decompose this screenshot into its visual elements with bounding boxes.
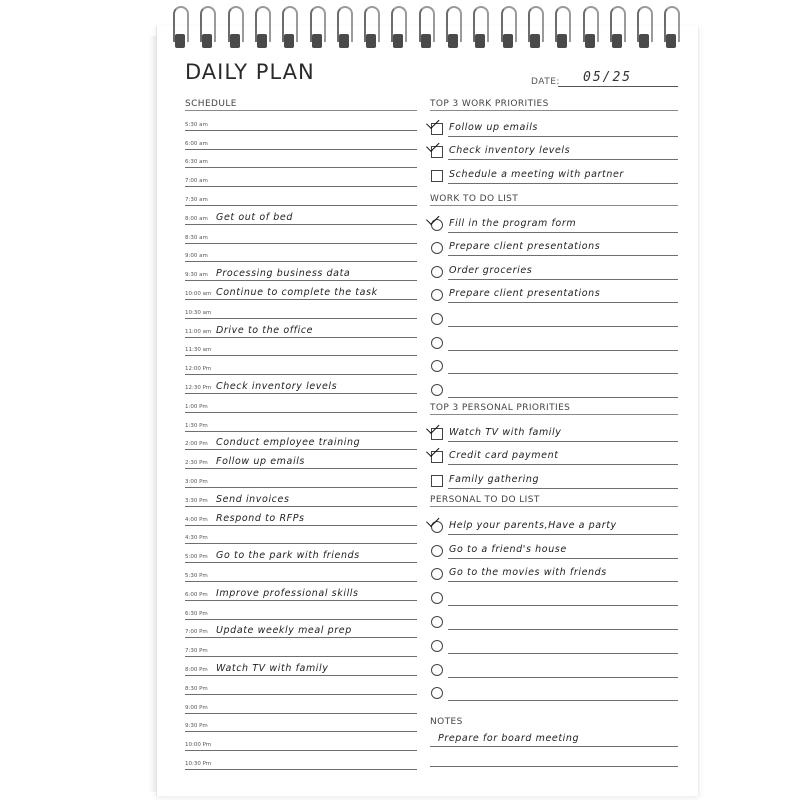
radio-circle[interactable]: [431, 289, 443, 301]
schedule-time: 8:00 Pm: [185, 666, 208, 673]
schedule-row[interactable]: [185, 167, 417, 187]
checklist-item-text[interactable]: Check inventory levels: [449, 145, 571, 156]
checklist-item-text[interactable]: Credit card payment: [449, 450, 559, 461]
spiral-ring: [580, 4, 600, 52]
radio-circle[interactable]: [431, 545, 443, 557]
schedule-row[interactable]: [185, 675, 417, 695]
schedule-row[interactable]: [185, 374, 417, 394]
ring-hole: [639, 34, 649, 48]
schedule-time: 12:30 Pm: [185, 384, 212, 391]
checklist-item[interactable]: [430, 535, 678, 559]
schedule-row[interactable]: [185, 337, 417, 357]
radio-circle[interactable]: [431, 337, 443, 349]
notes-line[interactable]: [430, 747, 678, 767]
spiral-ring: [388, 4, 408, 52]
checklist-item-text[interactable]: Follow up emails: [449, 121, 538, 133]
checklist-item[interactable]: [430, 351, 678, 375]
radio-circle[interactable]: [431, 384, 443, 396]
schedule-time: 1:30 Pm: [185, 422, 208, 429]
checklist-item[interactable]: [430, 374, 678, 398]
schedule-task[interactable]: Processing business data: [216, 268, 351, 280]
schedule-time: 12:00 Pm: [185, 366, 212, 373]
checklist-item-text[interactable]: Family gathering: [449, 473, 540, 485]
checklist-item[interactable]: [430, 678, 678, 702]
schedule-row[interactable]: [185, 111, 417, 131]
schedule-row[interactable]: [185, 243, 417, 263]
schedule-time: 11:00 am: [185, 328, 212, 335]
checklist-item[interactable]: [430, 511, 678, 535]
schedule-time: 3:30 Pm: [185, 497, 208, 504]
checklist-item-text[interactable]: Order groceries: [449, 264, 533, 276]
ring-hole: [257, 34, 267, 48]
date-label: DATE:: [531, 77, 560, 87]
checklist-item[interactable]: [430, 630, 678, 654]
ring-hole: [475, 34, 485, 48]
spiral-ring: [525, 4, 545, 52]
schedule-time: 9:00 Pm: [185, 704, 208, 711]
schedule-time: 10:30 Pm: [185, 760, 212, 767]
schedule-row[interactable]: [185, 449, 417, 469]
schedule-time: 5:30 am: [185, 121, 208, 128]
checklist-item-text[interactable]: Schedule a meeting with partner: [449, 168, 624, 180]
checklist-item-text[interactable]: Prepare client presentations: [449, 288, 601, 300]
schedule-heading: SCHEDULE: [185, 99, 237, 109]
schedule-time: 2:00 Pm: [185, 441, 208, 448]
schedule-task[interactable]: Continue to complete the task: [216, 286, 378, 298]
schedule-row[interactable]: [185, 224, 417, 244]
schedule-time: 5:30 Pm: [185, 572, 208, 579]
schedule-time: 10:30 am: [185, 309, 212, 316]
spiral-ring: [443, 4, 463, 52]
schedule-time: 6:30 Pm: [185, 610, 208, 617]
spiral-ring: [416, 4, 436, 52]
schedule-task[interactable]: Update weekly meal prep: [216, 625, 352, 637]
personal-priorities-heading-rule: [430, 414, 678, 415]
item-underline: [448, 397, 678, 398]
ring-hole: [202, 34, 212, 48]
spiral-ring: [498, 4, 518, 52]
work-priorities-heading: TOP 3 WORK PRIORITIES: [430, 99, 549, 109]
checklist-item[interactable]: [430, 327, 678, 351]
checklist-item[interactable]: [430, 465, 678, 489]
checklist-item[interactable]: [430, 582, 678, 606]
checklist-item[interactable]: [430, 113, 678, 137]
item-underline: [448, 700, 678, 701]
work-todo-heading: WORK TO DO LIST: [430, 194, 519, 204]
schedule-time: 8:00 am: [185, 215, 208, 222]
schedule-task[interactable]: Get out of bed: [216, 211, 294, 223]
schedule-row[interactable]: [185, 205, 417, 225]
checkbox[interactable]: [431, 475, 443, 487]
schedule-time: 7:30 Pm: [185, 648, 208, 655]
spiral-ring: [661, 4, 681, 52]
ring-hole: [448, 34, 458, 48]
schedule-task[interactable]: Improve professional skills: [216, 587, 359, 599]
spiral-ring: [334, 4, 354, 52]
schedule-time: 10:00 Pm: [185, 742, 212, 749]
schedule-row[interactable]: [185, 750, 417, 770]
schedule-time: 11:30 am: [185, 347, 212, 354]
schedule-time: 8:30 Pm: [185, 685, 208, 692]
checklist-item-text[interactable]: Go to a friend's house: [449, 543, 567, 555]
radio-circle[interactable]: [431, 242, 443, 254]
ring-hole: [421, 34, 431, 48]
radio-circle[interactable]: [431, 313, 443, 325]
schedule-time: 9:00 am: [185, 253, 208, 260]
schedule-task[interactable]: Respond to RFPs: [216, 512, 305, 524]
schedule-time: 1:00 Pm: [185, 403, 208, 410]
ring-hole: [666, 34, 676, 48]
schedule-task[interactable]: Go to the park with friends: [216, 550, 360, 562]
spiral-binding: [170, 4, 690, 52]
radio-circle[interactable]: [431, 592, 443, 604]
work-priorities-heading-rule: [430, 110, 678, 111]
schedule-time: 4:00 Pm: [185, 516, 208, 523]
schedule-time: 7:00 am: [185, 178, 208, 185]
schedule-time: 10:00 am: [185, 290, 212, 297]
checklist-item-text[interactable]: Fill in the program form: [449, 217, 577, 229]
schedule-row[interactable]: [185, 581, 417, 601]
radio-circle[interactable]: [431, 616, 443, 628]
spiral-ring: [361, 4, 381, 52]
schedule-row[interactable]: [185, 637, 417, 657]
ring-hole: [393, 34, 403, 48]
spiral-ring: [552, 4, 572, 52]
schedule-row[interactable]: [185, 619, 417, 639]
schedule-time: 6:00 am: [185, 140, 208, 147]
checklist-item[interactable]: [430, 280, 678, 304]
date-line: [558, 86, 678, 87]
spiral-ring: [279, 4, 299, 52]
checklist-item[interactable]: [430, 559, 678, 583]
radio-circle[interactable]: [431, 360, 443, 372]
radio-circle[interactable]: [431, 266, 443, 278]
spiral-ring: [197, 4, 217, 52]
checklist-item[interactable]: [430, 160, 678, 184]
checklist-item-text[interactable]: Go to the movies with friends: [449, 567, 607, 579]
schedule-row[interactable]: [185, 600, 417, 620]
schedule-time: 8:30 am: [185, 234, 208, 241]
checklist-item[interactable]: [430, 654, 678, 678]
schedule-time: 6:00 Pm: [185, 591, 208, 598]
schedule-row[interactable]: [185, 543, 417, 563]
ring-hole: [585, 34, 595, 48]
schedule-row[interactable]: [185, 412, 417, 432]
notes-line[interactable]: [430, 727, 678, 747]
schedule-row[interactable]: [185, 318, 417, 338]
schedule-task[interactable]: Drive to the office: [216, 324, 314, 336]
spiral-ring: [225, 4, 245, 52]
schedule-row[interactable]: [185, 525, 417, 545]
radio-circle[interactable]: [431, 687, 443, 699]
checklist-item[interactable]: [430, 606, 678, 630]
checklist-item[interactable]: [430, 303, 678, 327]
notes-heading: NOTES: [430, 717, 463, 727]
ring-hole: [284, 34, 294, 48]
spiral-ring: [470, 4, 490, 52]
schedule-time: 9:30 am: [185, 272, 208, 279]
checklist-item[interactable]: [430, 233, 678, 257]
schedule-row[interactable]: [185, 130, 417, 150]
ring-hole: [530, 34, 540, 48]
schedule-time: 6:30 am: [185, 159, 208, 166]
work-todo-heading-rule: [430, 205, 678, 206]
item-underline: [448, 488, 678, 489]
schedule-row[interactable]: [185, 506, 417, 526]
schedule-row[interactable]: [185, 713, 417, 733]
ring-hole: [557, 34, 567, 48]
checklist-item-text[interactable]: Prepare client presentations: [449, 241, 601, 253]
checklist-item[interactable]: [430, 418, 678, 442]
date-value[interactable]: 05/25: [583, 70, 633, 85]
spiral-ring: [607, 4, 627, 52]
spiral-ring: [634, 4, 654, 52]
schedule-row[interactable]: [185, 261, 417, 281]
spiral-ring: [252, 4, 272, 52]
checklist-item[interactable]: [430, 209, 678, 233]
ring-hole: [366, 34, 376, 48]
personal-todo-heading: PERSONAL TO DO LIST: [430, 495, 540, 505]
schedule-time: 7:00 Pm: [185, 629, 208, 636]
schedule-row[interactable]: [185, 694, 417, 714]
ring-hole: [175, 34, 185, 48]
schedule-row[interactable]: [185, 656, 417, 676]
ring-hole: [503, 34, 513, 48]
personal-priorities-heading: TOP 3 PERSONAL PRIORITIES: [430, 403, 571, 413]
schedule-row[interactable]: [185, 468, 417, 488]
schedule-row[interactable]: [185, 280, 417, 300]
schedule-row[interactable]: [185, 149, 417, 169]
ring-hole: [312, 34, 322, 48]
ring-hole: [612, 34, 622, 48]
ring-hole: [339, 34, 349, 48]
schedule-row[interactable]: [185, 299, 417, 319]
schedule-task[interactable]: Send invoices: [216, 493, 290, 505]
personal-todo-heading-rule: [430, 506, 678, 507]
radio-circle[interactable]: [431, 568, 443, 580]
schedule-time: 7:30 am: [185, 196, 208, 203]
spiral-ring: [170, 4, 190, 52]
notes-text[interactable]: Prepare for board meeting: [438, 733, 580, 744]
radio-circle[interactable]: [431, 664, 443, 676]
schedule-task[interactable]: Follow up emails: [216, 456, 305, 468]
schedule-time: 9:30 Pm: [185, 723, 208, 730]
schedule-row[interactable]: [185, 487, 417, 507]
checkbox[interactable]: [431, 170, 443, 182]
schedule-row[interactable]: [185, 186, 417, 206]
schedule-task[interactable]: Check inventory levels: [216, 380, 338, 392]
radio-circle[interactable]: [431, 640, 443, 652]
schedule-time: 4:30 Pm: [185, 535, 208, 542]
spiral-ring: [307, 4, 327, 52]
schedule-time: 2:30 Pm: [185, 460, 208, 467]
schedule-row[interactable]: [185, 355, 417, 375]
ring-hole: [230, 34, 240, 48]
schedule-row[interactable]: [185, 562, 417, 582]
schedule-time: 3:00 Pm: [185, 478, 208, 485]
schedule-task[interactable]: Watch TV with family: [216, 662, 329, 674]
checklist-item[interactable]: [430, 442, 678, 466]
page-title: DAILY PLAN: [185, 60, 315, 84]
schedule-row[interactable]: [185, 393, 417, 413]
item-underline: [448, 183, 678, 184]
checklist-item-text[interactable]: Help your parents,Have a party: [449, 519, 617, 531]
schedule-row[interactable]: [185, 731, 417, 751]
checklist-item[interactable]: [430, 137, 678, 161]
checklist-item[interactable]: [430, 256, 678, 280]
schedule-row[interactable]: [185, 431, 417, 451]
schedule-task[interactable]: Conduct employee training: [216, 437, 361, 449]
checklist-item-text[interactable]: Watch TV with family: [449, 426, 562, 438]
schedule-time: 5:00 Pm: [185, 554, 208, 561]
